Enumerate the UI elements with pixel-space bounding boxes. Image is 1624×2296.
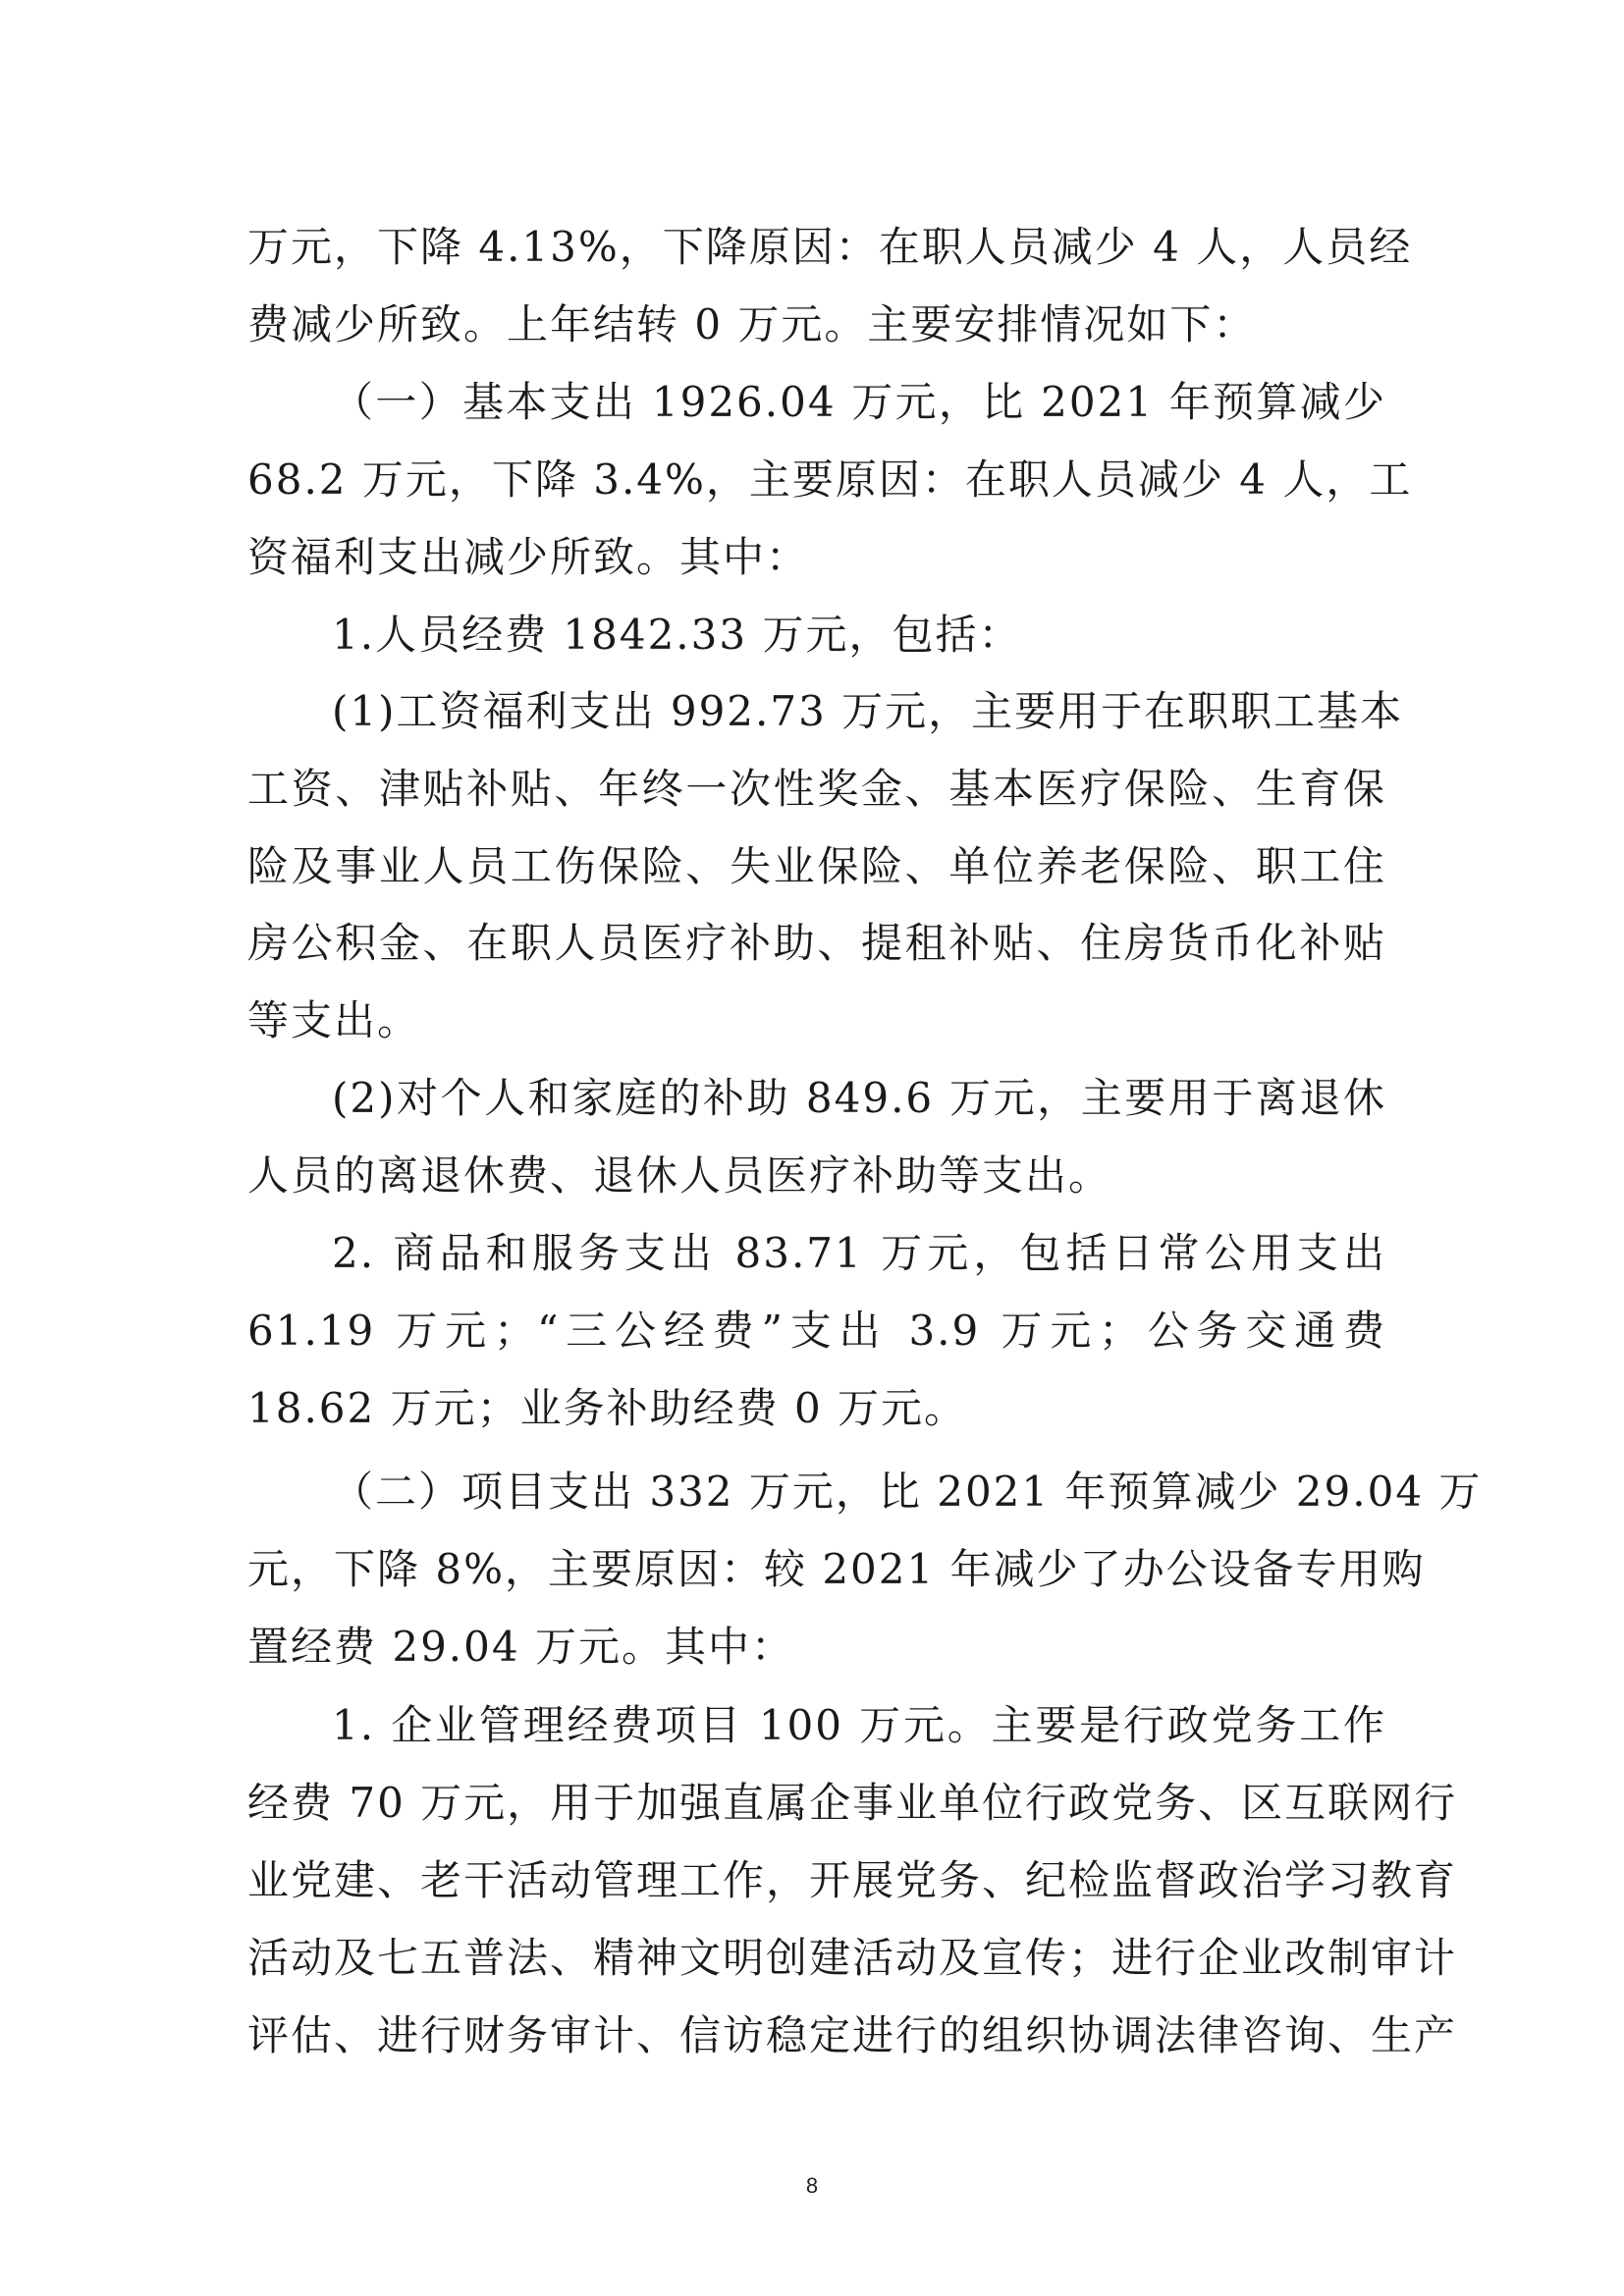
text-line: 费减少所致。上年结转 0 万元。主要安排情况如下： [247, 300, 1257, 348]
text-line: 工资、津贴补贴、年终一次性奖金、基本医疗保险、生育保 [247, 765, 1386, 813]
text-line: 68.2 万元，下降 3.4%，主要原因：在职人员减少 4 人，工 [247, 455, 1413, 504]
text-line: 业党建、老干活动管理工作，开展党务、纪检监督政治学习教育 [247, 1856, 1458, 1904]
text-line: 资福利支出减少所致。其中： [247, 533, 810, 581]
text-line: 等支出。 [247, 996, 421, 1044]
section-heading: （二）项目支出 332 万元，比 2021 年预算减少 29.04 万 [332, 1468, 1483, 1516]
text-line: 活动及七五普法、精神文明创建活动及宣传；进行企业改制审计 [247, 1934, 1458, 1982]
text-line: 万元，下降 4.13%，下降原因：在职人员减少 4 人，人员经 [247, 223, 1413, 271]
subsection-heading: 1. 企业管理经费项目 100 万元。主要是行政党务工作 [332, 1701, 1386, 1749]
text-line: 置经费 29.04 万元。其中： [247, 1623, 794, 1671]
text-line: (1)工资福利支出 992.73 万元，主要用于在职职工基本 [332, 687, 1404, 735]
section-heading: （一）基本支出 1926.04 万元，比 2021 年预算减少 [332, 378, 1386, 426]
text-line: 人员的离退休费、退休人员医疗补助等支出。 [247, 1151, 1112, 1200]
text-line: 房公积金、在职人员医疗补助、提租补贴、住房货币化补贴 [247, 919, 1386, 967]
text-line: 险及事业人员工伤保险、失业保险、单位养老保险、职工住 [247, 842, 1386, 890]
subsection-heading: 1.人员经费 1842.33 万元，包括： [332, 611, 1022, 659]
text-line: (2)对个人和家庭的补助 849.6 万元，主要用于离退休 [332, 1074, 1386, 1122]
page-number: 8 [805, 2173, 819, 2198]
text-line: 18.62 万元；业务补助经费 0 万元。 [247, 1384, 968, 1432]
subsection-heading: 2. 商品和服务支出 83.71 万元，包括日常公用支出 [332, 1229, 1386, 1277]
text-line: 评估、进行财务审计、信访稳定进行的组织协调法律咨询、生产 [247, 2011, 1458, 2059]
text-line: 经费 70 万元，用于加强直属企事业单位行政党务、区互联网行 [247, 1779, 1458, 1827]
text-line: 元，下降 8%，主要原因：较 2021 年减少了办公设备专用购 [247, 1545, 1426, 1593]
text-line: 61.19 万元；“三公经费”支出 3.9 万元；公务交通费 [247, 1307, 1386, 1355]
